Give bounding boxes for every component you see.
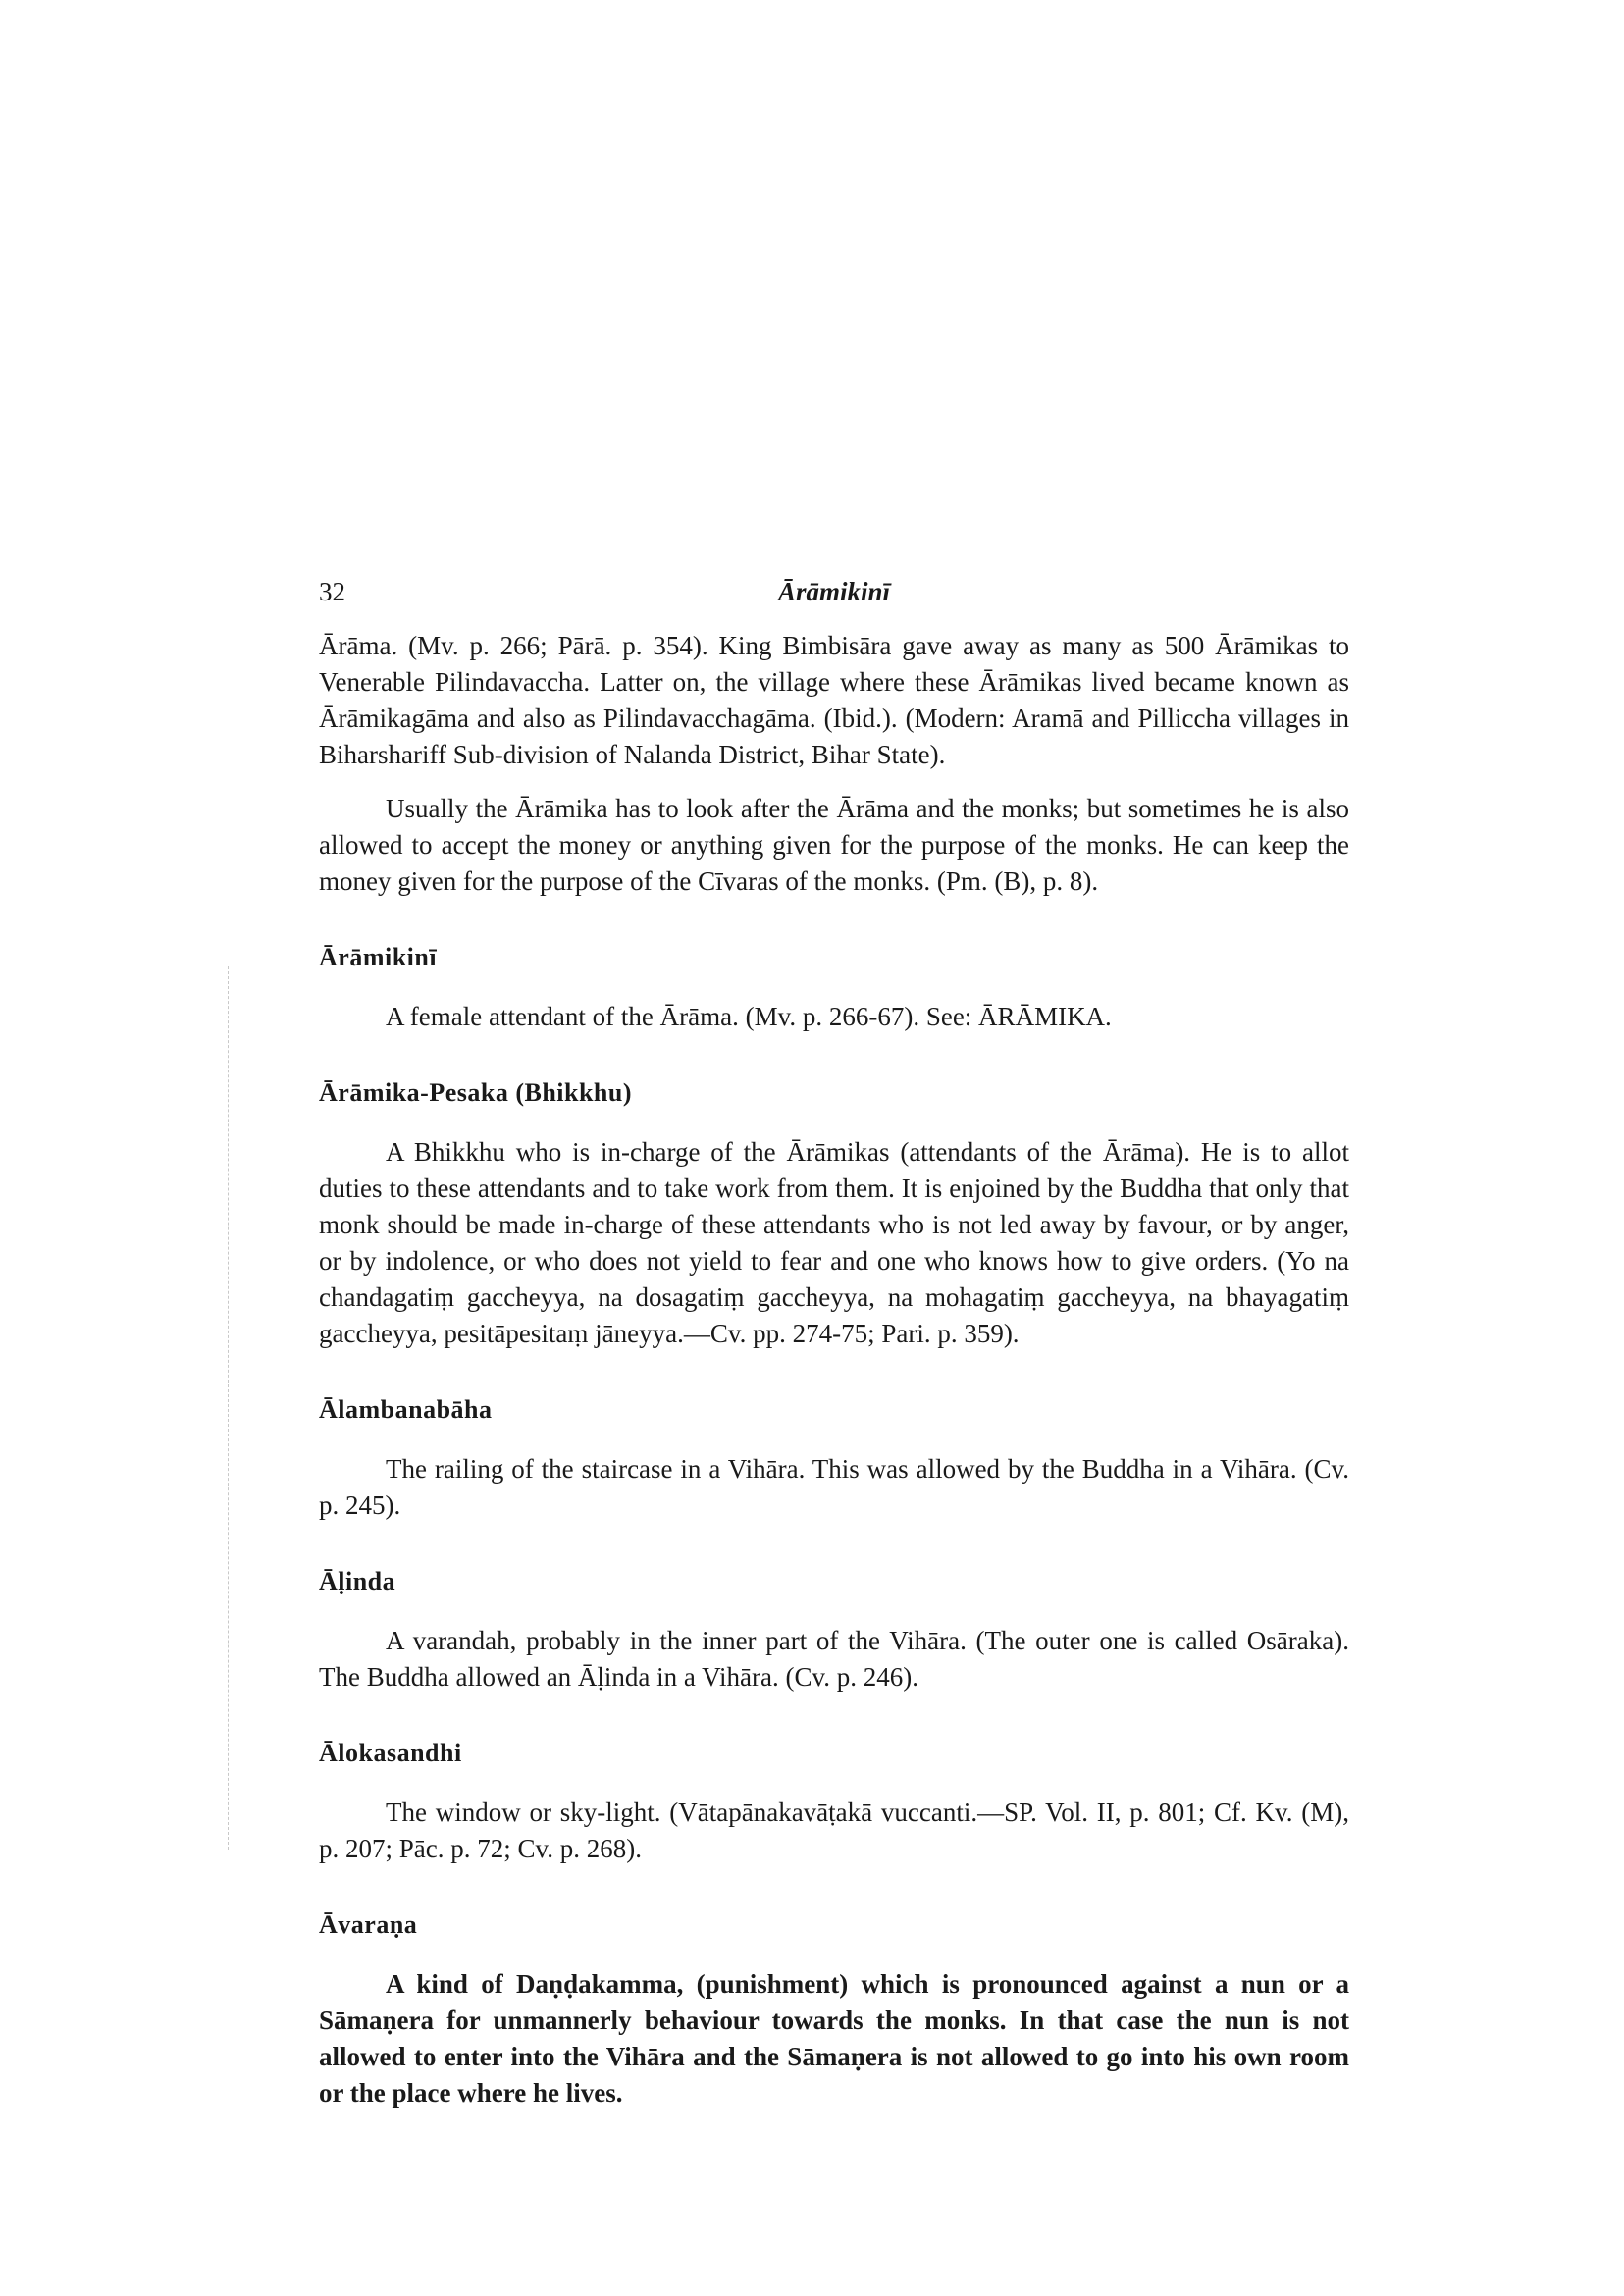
entry-avarana [319,1906,1349,2112]
entry-heading: Ālambanabāha [319,1395,493,1424]
body-text [319,628,1349,2112]
entry-paragraph: The railing of the staircase in a Vihāra. This was allowed by the Buddha in a Vihāra. (Cv. p. 245). [319,1454,1349,1520]
margin-rule [228,966,229,1850]
entry-alinda [319,1563,1349,1696]
running-head [319,567,1349,606]
entry-paragraph: A female attendant of the Ārāma. (Mv. p. 266-67). See: ĀRĀMIKA. [386,1002,1112,1031]
entry-alambanabaha [319,1391,1349,1524]
entry-alokasandhi [319,1735,1349,1867]
running-title: Ārāmikinī [777,577,891,606]
page-number: 32 [319,577,345,606]
entry-heading: Ālokasandhi [319,1739,462,1767]
entry-paragraph: Ārāma. (Mv. p. 266; Pārā. p. 354). King Bimbisāra gave away as many as 500 Ārāmikas to Venerable Pilindavaccha. Latter on, the village where these Ārāmikas lived became known as Ārāmikagāma and also as Pilindavacchagāma. (Ibid.). (Modern: Aramā and Pilliccha villages in Biharshariff Sub-division of Nalanda District, Bihar State). [319,631,1349,769]
entry-paragraph: A kind of Daṇḍakamma, (punishment) which is pronounced against a nun or a Sāmaṇera for unmannerly behaviour towards the monks. In that case the nun is not allowed to enter into the Vihāra and the Sāmaṇera is not allowed to go into his own room or the place where he lives. [319,1969,1349,2108]
entry-paragraph: A Bhikkhu who is in-charge of the Ārāmikas (attendants of the Ārāma). He is to allot duties to these attendants and to take work from them. It is enjoined by the Buddha that only that monk should be made in-charge of these attendants who is not led away by favour, or by anger, or by indolence, or who does not yield to fear and one who knows how to give orders. (Yo na chandagatiṃ gaccheyya, na dosagatiṃ gaccheyya, na mohagatiṃ gaccheyya, na bhayagatiṃ gaccheyya, pesitāpesitaṃ jāneyya.—Cv. pp. 274-75; Pari. p. 359). [319,1137,1349,1348]
entry-heading: Āḷinda [319,1567,396,1595]
entry-aramikini [319,939,1349,1035]
entry-heading: Āvaraṇa [319,1910,418,1939]
entry-heading: Ārāmikinī [319,943,438,971]
entry-arama-continued [319,628,1349,900]
entry-aramika-pesaka [319,1074,1349,1352]
entry-paragraph: The window or sky-light. (Vātapānakavāṭakā vuccanti.—SP. Vol. II, p. 801; Cf. Kv. (M), p. 207; Pāc. p. 72; Cv. p. 268). [319,1798,1349,1863]
entry-heading: Ārāmika-Pesaka (Bhikkhu) [319,1078,632,1107]
entry-paragraph: Usually the Ārāmika has to look after the Ārāma and the monks; but sometimes he is also allowed to accept the money or anything given for the purpose of the monks. He can keep the money given for the purpose of the Cīvaras of the monks. (Pm. (B), p. 8). [319,794,1349,896]
entry-paragraph: A varandah, probably in the inner part of the Vihāra. (The outer one is called Osāraka). The Buddha allowed an Āḷinda in a Vihāra. (Cv. p. 246). [319,1626,1349,1692]
